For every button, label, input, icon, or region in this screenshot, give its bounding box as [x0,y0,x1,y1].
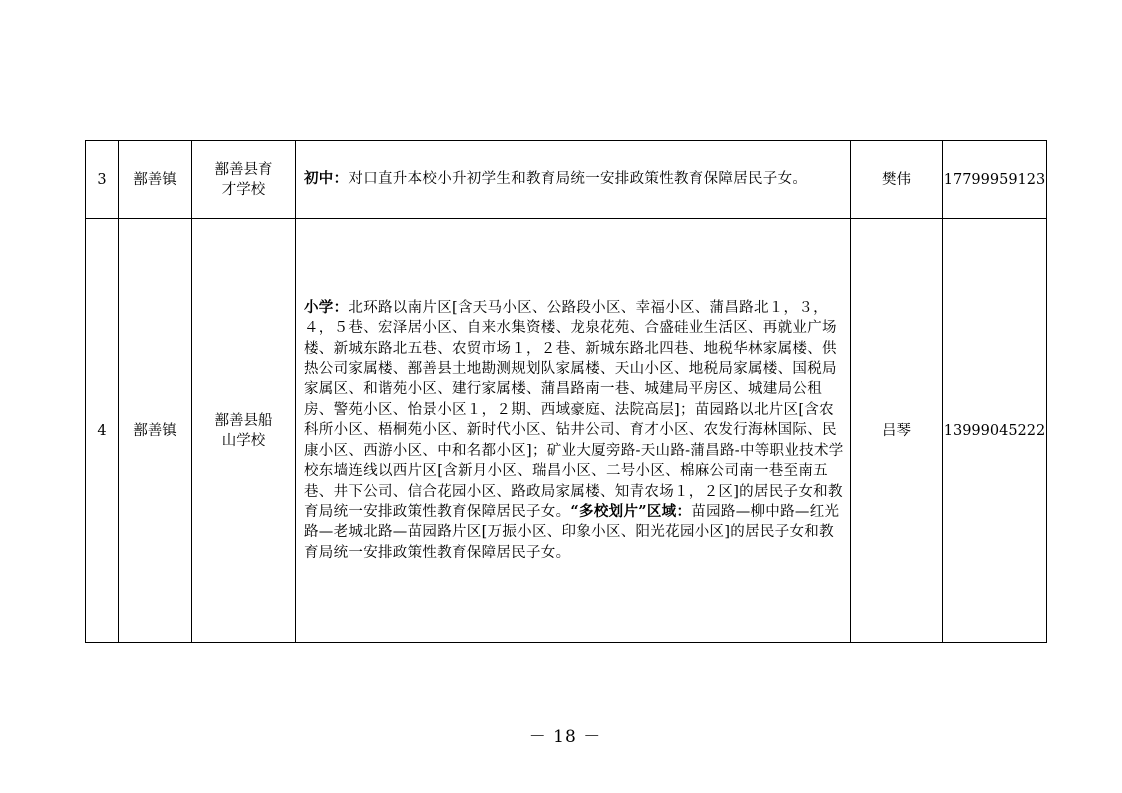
page-number: － 18 － [528,727,602,747]
detail-label: 初中： [304,170,349,188]
detail-text: 苗园路—柳中路—红光路—老城北路—苗园路片区[万振小区、印象小区、阳光花园小区]的居民子女和教育局统一安排政策性教育保障居民子女。 [304,503,840,561]
row-index: 3 [86,141,119,219]
contact-cell: 樊伟 [851,141,943,219]
detail-label: “多校划片”区域： [570,502,692,520]
enrollment-table [85,140,1047,643]
table-row [86,141,1047,219]
town-cell: 鄯善镇 [119,219,192,643]
row-index: 4 [86,219,119,643]
detail-text: 北环路以南片区[含天马小区、公路段小区、幸福小区、蒲昌路北１，３，４，５巷、宏泽居小区、自来水集资楼、龙泉花苑、合盛硅业生活区、再就业广场楼、新城东路北五巷、农贸市场１，２巷、新城东路北四巷、地税华林家属楼、供热公司家属楼、鄯善县土地勘测规划队家属楼、天山小区、地税局家属楼、国税局家属区、和谐苑小区、建行家属楼、蒲昌路南一巷、城建局平房区、城建局公租房、警苑小区、怡景小区１，２期、西域豪庭、法院高层]；苗园路以北片区[含农科所小区、梧桐苑小区、新时代小区、钻井公司、育才小区、农发行海林国际、民康小区、西游小区、中和名都小区]；矿业大厦旁路-天山路-蒲昌路-中等职业技术学校东墙连线以西片区[含新月小区、瑞昌小区、二号小区、棉麻公司南一巷至南五巷、井下公司、信合花园小区、路政局家属楼、知青农场１，２区]的居民子女和教育局统一安排政策性教育保障居民子女。 [304,299,844,520]
enrollment-area-cell [296,141,851,219]
detail-text: 对口直升本校小升初学生和教育局统一安排政策性教育保障居民子女。 [348,171,808,188]
phone-cell: 17799959123 [943,141,1047,219]
school-cell: 鄯善县育才学校 [192,141,296,219]
enrollment-area-cell [296,219,851,643]
school-cell: 鄯善县船山学校 [192,219,296,643]
table-row [86,219,1047,643]
town-cell: 鄯善镇 [119,141,192,219]
contact-cell: 吕琴 [851,219,943,643]
detail-label: 小学： [304,298,349,316]
phone-cell: 13999045222 [943,219,1047,643]
